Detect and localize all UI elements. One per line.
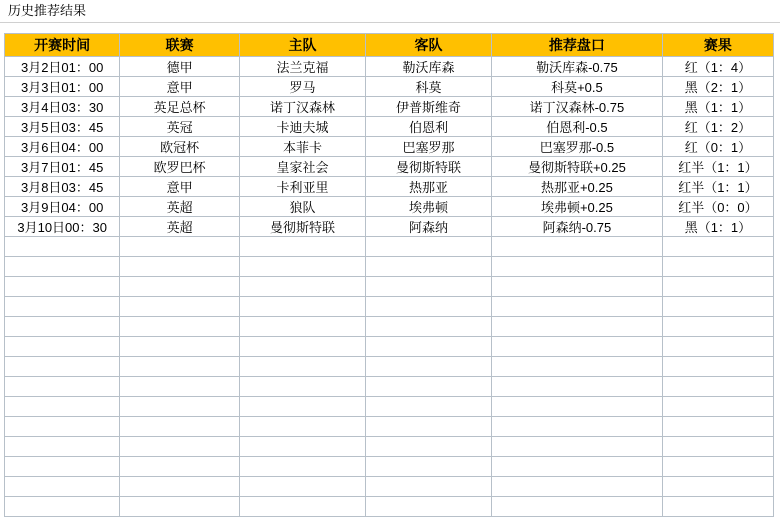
result-cell: 红半（0：0） [662,197,773,217]
empty-cell [239,357,365,377]
empty-cell [662,437,773,457]
empty-cell [365,317,491,337]
home-team-cell: 狼队 [239,197,365,217]
empty-cell [662,497,773,517]
home-team-cell: 本菲卡 [239,137,365,157]
column-header-handicap: 推荐盘口 [491,34,662,57]
empty-cell [662,377,773,397]
empty-cell [120,477,240,497]
handicap-cell: 热那亚+0.25 [491,177,662,197]
empty-cell [120,497,240,517]
empty-cell [120,377,240,397]
page-title: 历史推荐结果 [0,0,780,23]
empty-cell [239,257,365,277]
league-cell: 英足总杯 [120,97,240,117]
league-cell: 意甲 [120,77,240,97]
empty-cell [120,277,240,297]
result-cell: 黑（1：1） [662,217,773,237]
empty-cell [662,477,773,497]
empty-cell [491,257,662,277]
table-row [5,97,774,117]
away-team-cell: 巴塞罗那 [365,137,491,157]
empty-table-row [5,477,774,497]
empty-cell [120,397,240,417]
empty-cell [662,417,773,437]
empty-cell [662,237,773,257]
empty-cell [120,437,240,457]
empty-cell [365,397,491,417]
handicap-cell: 勒沃库森-0.75 [491,57,662,77]
home-team-cell: 卡迪夫城 [239,117,365,137]
empty-table-row [5,397,774,417]
empty-cell [5,317,120,337]
match-time-cell: 3月7日01：45 [5,157,120,177]
column-header-result: 赛果 [662,34,773,57]
empty-cell [365,337,491,357]
table-header [5,34,774,57]
empty-cell [662,397,773,417]
empty-cell [365,417,491,437]
empty-cell [365,237,491,257]
home-team-cell: 皇家社会 [239,157,365,177]
match-time-cell: 3月8日03：45 [5,177,120,197]
away-team-cell: 埃弗顿 [365,197,491,217]
empty-cell [5,357,120,377]
empty-cell [491,377,662,397]
empty-table-row [5,497,774,517]
table-row [5,177,774,197]
empty-cell [491,497,662,517]
empty-table-row [5,237,774,257]
result-cell: 红半（1：1） [662,157,773,177]
empty-cell [5,397,120,417]
away-team-cell: 伯恩利 [365,117,491,137]
empty-cell [491,397,662,417]
empty-cell [365,297,491,317]
empty-cell [491,477,662,497]
empty-cell [5,337,120,357]
column-header-kickoff-time: 开赛时间 [5,34,120,57]
empty-cell [491,437,662,457]
empty-table-row [5,457,774,477]
empty-cell [365,497,491,517]
league-cell: 欧冠杯 [120,137,240,157]
table-row [5,117,774,137]
home-team-cell: 法兰克福 [239,57,365,77]
empty-cell [365,457,491,477]
empty-cell [491,297,662,317]
empty-table-row [5,357,774,377]
result-cell: 红（1：4） [662,57,773,77]
table-body [5,57,774,517]
home-team-cell: 罗马 [239,77,365,97]
result-cell: 黑（1：1） [662,97,773,117]
league-cell: 德甲 [120,57,240,77]
match-time-cell: 3月9日04：00 [5,197,120,217]
empty-cell [120,337,240,357]
empty-table-row [5,337,774,357]
empty-cell [5,257,120,277]
empty-table-row [5,417,774,437]
empty-cell [662,277,773,297]
match-time-cell: 3月10日00：30 [5,217,120,237]
empty-cell [365,277,491,297]
empty-table-row [5,437,774,457]
empty-table-row [5,277,774,297]
away-team-cell: 伊普斯维奇 [365,97,491,117]
table-row [5,137,774,157]
table-row [5,197,774,217]
empty-cell [120,417,240,437]
empty-cell [239,397,365,417]
empty-cell [365,257,491,277]
handicap-cell: 巴塞罗那-0.5 [491,137,662,157]
empty-cell [120,297,240,317]
empty-cell [365,377,491,397]
home-team-cell: 卡利亚里 [239,177,365,197]
history-results-table [4,33,774,517]
empty-table-row [5,317,774,337]
handicap-cell: 曼彻斯特联+0.25 [491,157,662,177]
empty-cell [239,277,365,297]
empty-cell [662,457,773,477]
table-row [5,57,774,77]
empty-cell [239,497,365,517]
handicap-cell: 科莫+0.5 [491,77,662,97]
column-header-away-team: 客队 [365,34,491,57]
empty-cell [5,417,120,437]
empty-cell [491,357,662,377]
league-cell: 英冠 [120,117,240,137]
match-time-cell: 3月3日01：00 [5,77,120,97]
empty-table-row [5,297,774,317]
empty-cell [662,257,773,277]
league-cell: 欧罗巴杯 [120,157,240,177]
away-team-cell: 阿森纳 [365,217,491,237]
result-cell: 红半（1：1） [662,177,773,197]
column-header-league: 联赛 [120,34,240,57]
empty-cell [5,377,120,397]
empty-cell [239,237,365,257]
handicap-cell: 阿森纳-0.75 [491,217,662,237]
match-time-cell: 3月4日03：30 [5,97,120,117]
match-time-cell: 3月2日01：00 [5,57,120,77]
empty-cell [491,337,662,357]
result-cell: 红（0：1） [662,137,773,157]
league-cell: 英超 [120,197,240,217]
away-team-cell: 科莫 [365,77,491,97]
empty-cell [239,477,365,497]
empty-cell [491,237,662,257]
result-cell: 黑（2：1） [662,77,773,97]
empty-cell [120,357,240,377]
handicap-cell: 伯恩利-0.5 [491,117,662,137]
empty-cell [239,457,365,477]
empty-cell [662,317,773,337]
empty-cell [239,337,365,357]
empty-cell [662,297,773,317]
empty-cell [365,437,491,457]
empty-cell [491,457,662,477]
empty-cell [120,237,240,257]
away-team-cell: 勒沃库森 [365,57,491,77]
empty-cell [5,297,120,317]
handicap-cell: 埃弗顿+0.25 [491,197,662,217]
empty-cell [5,237,120,257]
empty-cell [5,477,120,497]
league-cell: 意甲 [120,177,240,197]
empty-cell [239,297,365,317]
empty-cell [239,377,365,397]
table-header-row [5,34,774,57]
empty-cell [239,417,365,437]
empty-cell [662,337,773,357]
empty-cell [662,357,773,377]
away-team-cell: 曼彻斯特联 [365,157,491,177]
match-time-cell: 3月6日04：00 [5,137,120,157]
column-header-home-team: 主队 [239,34,365,57]
empty-cell [5,497,120,517]
table-row [5,77,774,97]
empty-cell [239,437,365,457]
empty-cell [491,417,662,437]
empty-cell [5,277,120,297]
empty-cell [120,457,240,477]
home-team-cell: 曼彻斯特联 [239,217,365,237]
empty-cell [120,257,240,277]
empty-cell [491,317,662,337]
empty-cell [365,477,491,497]
match-time-cell: 3月5日03：45 [5,117,120,137]
empty-cell [239,317,365,337]
table-row [5,157,774,177]
empty-cell [5,457,120,477]
empty-cell [5,437,120,457]
away-team-cell: 热那亚 [365,177,491,197]
home-team-cell: 诺丁汉森林 [239,97,365,117]
empty-cell [120,317,240,337]
table-row [5,217,774,237]
result-cell: 红（1：2） [662,117,773,137]
handicap-cell: 诺丁汉森林-0.75 [491,97,662,117]
empty-cell [365,357,491,377]
empty-cell [491,277,662,297]
league-cell: 英超 [120,217,240,237]
empty-table-row [5,257,774,277]
empty-table-row [5,377,774,397]
